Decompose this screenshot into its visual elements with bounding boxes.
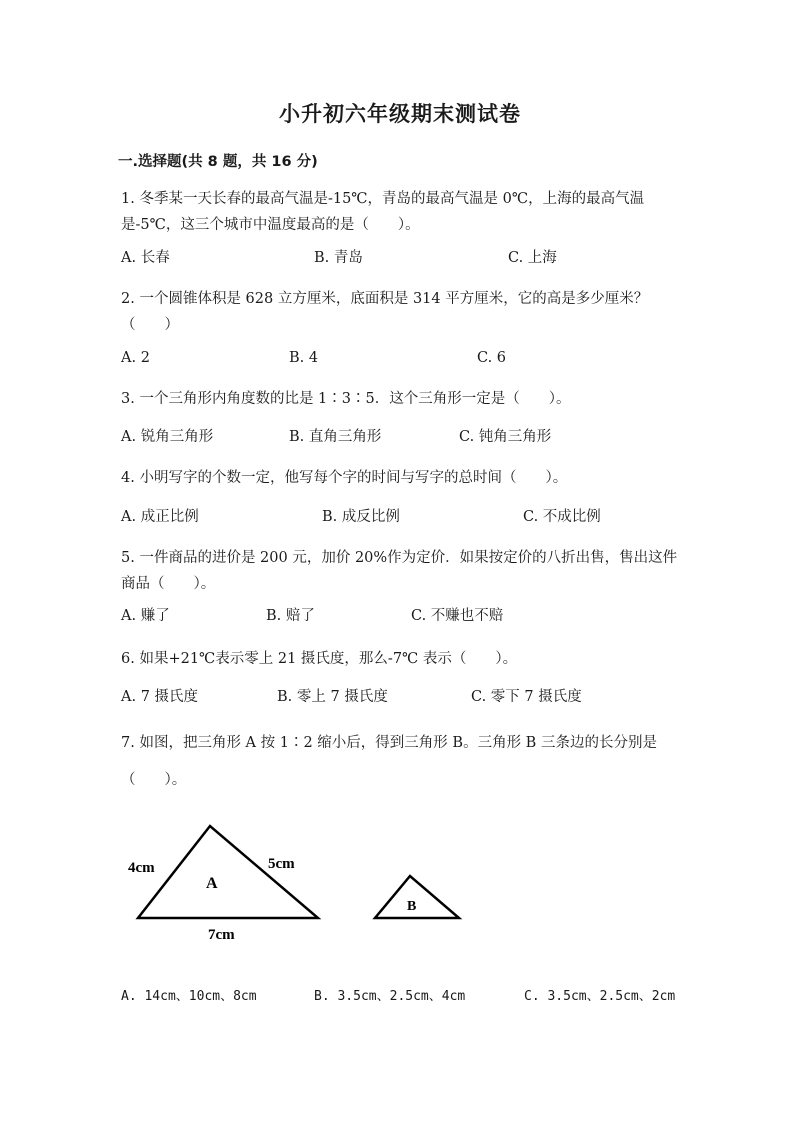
q1-option-c: C. 上海 [508,250,557,266]
q3-option-a: A. 锐角三角形 [121,429,214,445]
question-1: 1. 冬季某一天长春的最高气温是-15℃，青岛的最高气温是 0℃，上海的最高气温是-5℃，这三个城市中温度最高的是（ ）。 [121,191,645,233]
section-heading: 一.选择题(共 8 题，共 16 分) [118,154,318,170]
q7-option-b: B. 3.5cm、2.5cm、4cm [314,989,466,1004]
question-6: 6. 如果+21℃表示零上 21 摄氏度，那么-7℃ 表示（ ）。 [121,651,518,667]
q6-option-a: A. 7 摄氏度 [121,689,199,705]
q7-option-a: A. 14cm、10cm、8cm [121,989,257,1004]
question-7: 7. 如图，把三角形 A 按 1∶2 缩小后，得到三角形 B。三角形 B 三条边的长分别是（ ）。 [121,735,657,788]
side-bottom-label: 7cm [208,927,235,943]
q7-option-c: C. 3.5cm、2.5cm、2cm [524,989,676,1004]
q5-option-b: B. 赔了 [266,608,315,624]
q3-option-b: B. 直角三角形 [289,429,382,445]
page-title: 小升初六年级期末测试卷 [279,102,521,126]
triangle-b [375,876,459,918]
q2-option-b: B. 4 [289,350,319,366]
side-right-label: 5cm [268,856,295,872]
q3-option-c: C. 钝角三角形 [459,429,552,445]
q4-option-a: A. 成正比例 [121,509,199,525]
q5-option-a: A. 赚了 [121,608,170,624]
question-5: 5. 一件商品的进价是 200 元，加价 20%作为定价．如果按定价的八折出售，售出这件商品（ ）。 [121,550,678,592]
q6-option-c: C. 零下 7 摄氏度 [471,689,582,705]
triangle-a [138,826,318,918]
q1-option-a: A. 长春 [121,250,170,266]
q2-option-a: A. 2 [121,350,150,366]
q6-option-b: B. 零上 7 摄氏度 [277,689,388,705]
q4-option-b: B. 成反比例 [322,509,400,525]
triangle-b-label: B [407,899,417,914]
q5-option-c: C. 不赚也不赔 [411,608,504,624]
side-left-label: 4cm [128,860,155,876]
q2-option-c: C. 6 [477,350,507,366]
q4-option-c: C. 不成比例 [523,509,601,525]
q1-option-b: B. 青岛 [314,250,363,266]
triangle-a-label: A [206,875,218,892]
question-4: 4. 小明写字的个数一定，他写每个字的时间与写字的总时间（ ）。 [121,470,568,486]
question-2: 2. 一个圆锥体积是 628 立方厘米，底面积是 314 平方厘米，它的高是多少厘米？（ ） [121,291,649,333]
question-3: 3. 一个三角形内角度数的比是 1∶3∶5．这个三角形一定是（ ）。 [121,391,571,407]
